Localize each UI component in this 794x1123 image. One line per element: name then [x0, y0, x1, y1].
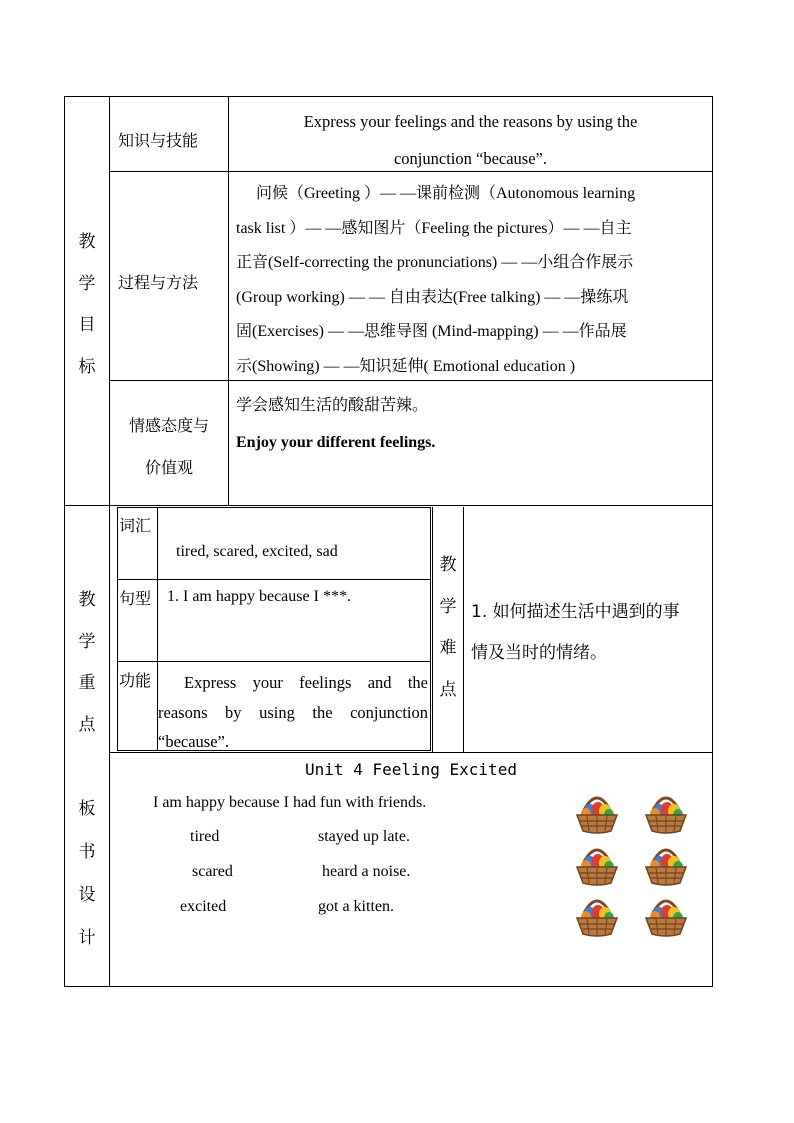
egg-basket-icon [643, 842, 689, 886]
process-label: 过程与方法 [118, 273, 199, 292]
attitude-cn: 学会感知生活的酸甜苦辣。 [236, 395, 429, 414]
board-row-feeling: excited [180, 898, 227, 915]
board-side-label: 板 书 设 计 [78, 799, 96, 948]
objectives-side-label: 教 学 目 标 [78, 232, 96, 377]
function-label: 功能 [119, 671, 152, 690]
attitude-en: Enjoy your different feelings. [236, 434, 436, 451]
board-row-feeling: tired [190, 828, 220, 845]
board-row-feeling: scared [192, 863, 233, 880]
board-sentence: I am happy because I had fun with friends. [153, 794, 427, 811]
pattern-label: 句型 [119, 589, 152, 608]
board-row-reason: heard a noise. [322, 863, 411, 880]
attitude-label: 情感态度与 价值观 [128, 416, 209, 477]
pattern-text: 1. I am happy because I ***. [167, 588, 351, 605]
knowledge-label: 知识与技能 [118, 131, 199, 150]
board-row-reason: stayed up late. [318, 828, 410, 845]
egg-basket-icon [643, 893, 689, 937]
board-row-reason: got a kitten. [318, 898, 394, 915]
board-title: Unit 4 Feeling Excited [305, 760, 517, 779]
egg-basket-icon [574, 790, 620, 834]
egg-basket-icon [574, 893, 620, 937]
vocab-label: 词汇 [119, 516, 152, 535]
difficulty-side-label: 教 学 难 点 [439, 555, 457, 700]
egg-basket-icon [574, 842, 620, 886]
egg-basket-icon [643, 790, 689, 834]
process-text: 问候（Greeting ）— —课前检测（Autonomous learning task list ）— —感知图片（Feeling the pictures）— —自主 正音(Self-correcting the pronunciations) — —小组合作展示 (Group working) — — 自由表达(Free talking) — —操练巩 固(Exercises) — —思维导图 (Mind-mapping) — —作品展 示(Showing) — —知识延伸( Emotional education ) [236, 185, 636, 375]
function-text: Express your feelings and the reasons by using the conjunction “because”. [158, 673, 428, 751]
knowledge-text: Express your feelings and the reasons by using the conjunction “because”. [303, 112, 638, 168]
difficulty-text: 1. 如何描述生活中遇到的事 情及当时的情绪。 [471, 602, 680, 663]
vocab-text: tired, scared, excited, sad [176, 543, 338, 560]
focus-side-label: 教 学 重 点 [78, 590, 96, 735]
